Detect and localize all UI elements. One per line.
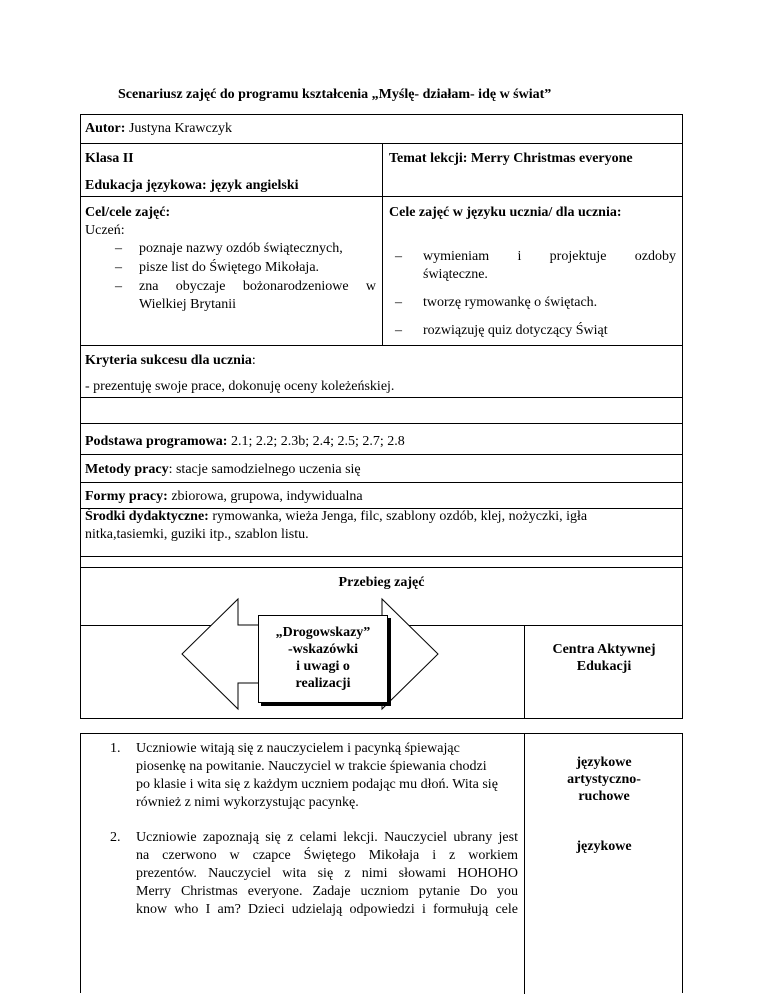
teaching-aids-row [85, 508, 587, 525]
signpost-line: realizacji [295, 676, 351, 691]
teaching-aids-value-continued: nitka,tasiemki, guziki itp., szablon listu. [85, 527, 309, 542]
methods-value: : stacje samodzielnego uczenia się [168, 462, 361, 477]
signpost-line: „Drogowskazy” [275, 625, 371, 640]
forms-label: Formy pracy: [85, 489, 168, 504]
methods-label: Metody pracy [85, 462, 169, 477]
author-label: Autor: [85, 121, 126, 136]
signpost-line: -wskazówki [287, 642, 358, 657]
forms-row [85, 488, 363, 505]
education-area: Edukacja językowa: język angielski [85, 178, 299, 193]
step-tag-line: ruchowe [578, 789, 630, 804]
table-divider [80, 454, 683, 455]
step-text-line: prezentów. Nauczyciel wita się z nimi słowami HOHOHO [136, 866, 518, 881]
curriculum-basis-row [85, 433, 405, 450]
step-tag-line: językowe [576, 839, 632, 854]
goal-dash: – [115, 241, 122, 256]
step-text-line: Uczniowie zapoznają się z celami lekcji. Nauczyciel ubrany jest [136, 830, 518, 845]
centers-heading-line: Edukacji [576, 659, 632, 674]
column-divider [382, 143, 383, 345]
goal-dash: – [115, 260, 122, 275]
student-goal-dash: – [395, 323, 402, 338]
step-text-line: know who I am? Dzieci udzielają odpowiedzi i formułują cele [136, 902, 518, 917]
goals-subheading: Uczeń: [85, 223, 125, 238]
goals-heading: Cel/cele zajęć: [85, 205, 171, 220]
goal-item: poznaje nazwy ozdób świątecznych, [139, 241, 343, 256]
teaching-aids-value: rymowanka, wieża Jenga, filc, szablony ozdób, klej, nożyczki, igła [208, 509, 588, 524]
student-goal-dash: – [395, 249, 402, 264]
step-tag-line: językowe [576, 755, 632, 770]
goal-item-continued: Wielkiej Brytanii [139, 297, 237, 312]
teaching-aids-label: Środki dydaktyczne: [85, 509, 209, 524]
page-title: Scenariusz zajęć do programu kształcenia „Myślę- działam- idę w świat” [118, 87, 552, 102]
student-goal-item: rozwiązuję quiz dotyczący Świąt [423, 323, 608, 338]
step-text-line: po klasie i wita się z każdym uczniem podając mu dłoń. Wita się [136, 777, 498, 792]
step-number: 2. [110, 830, 121, 845]
author-row [85, 120, 232, 137]
forms-value: zbiorowa, grupowa, indywidualna [167, 489, 363, 504]
course-heading: Przebieg zajęć [338, 575, 425, 590]
step-text-line: na czerwono w czapce Świętego Mikołaja i z workiem [136, 848, 518, 863]
success-criteria-label: Kryteria sukcesu dla ucznia [85, 353, 252, 368]
table-divider [80, 423, 683, 424]
step-text-line: Uczniowie witają się z nauczycielem i pacynką śpiewając [136, 741, 460, 756]
step-text-line: również z nimi wykorzystując pacynkę. [136, 795, 359, 810]
lesson-topic: Temat lekcji: Merry Christmas everyone [389, 151, 633, 166]
methods-row [85, 461, 361, 478]
signpost-line: i uwagi o [296, 659, 350, 674]
curriculum-basis-value: 2.1; 2.2; 2.3b; 2.4; 2.5; 2.7; 2.8 [227, 434, 405, 449]
table-divider [80, 345, 683, 346]
step-number: 1. [110, 741, 121, 756]
author-value: Justyna Krawczyk [125, 121, 232, 136]
step-tag-line: artystyczno- [567, 772, 641, 787]
table-divider [80, 482, 683, 483]
student-goal-item: tworzę rymowankę o świętach. [423, 295, 598, 310]
success-criteria-row [85, 352, 256, 369]
table-divider [80, 397, 683, 398]
curriculum-basis-label: Podstawa programowa: [85, 434, 228, 449]
centers-heading-line: Centra Aktywnej [552, 642, 656, 657]
student-goal-dash: – [395, 295, 402, 310]
success-criteria-value: - prezentuję swoje prace, dokonuję oceny koleżeńskiej. [85, 379, 395, 394]
goal-item: zna obyczaje bożonarodzeniowe w [139, 279, 376, 294]
student-goals-heading: Cele zajęć w języku ucznia/ dla ucznia: [389, 205, 622, 220]
goal-dash: – [115, 279, 122, 294]
step-text-line: piosenkę na powitanie. Nauczyciel w trakcie śpiewania chodzi [136, 759, 487, 774]
student-goal-item: wymieniam i projektuje ozdoby [423, 249, 676, 264]
success-criteria-colon: : [251, 353, 256, 368]
step-text-line: Merry Christmas everyone. Zadaje uczniom pytanie Do you [136, 884, 518, 899]
goal-item: pisze list do Świętego Mikołaja. [139, 260, 320, 275]
student-goal-item-continued: świąteczne. [423, 267, 488, 282]
class-label: Klasa II [85, 151, 134, 166]
